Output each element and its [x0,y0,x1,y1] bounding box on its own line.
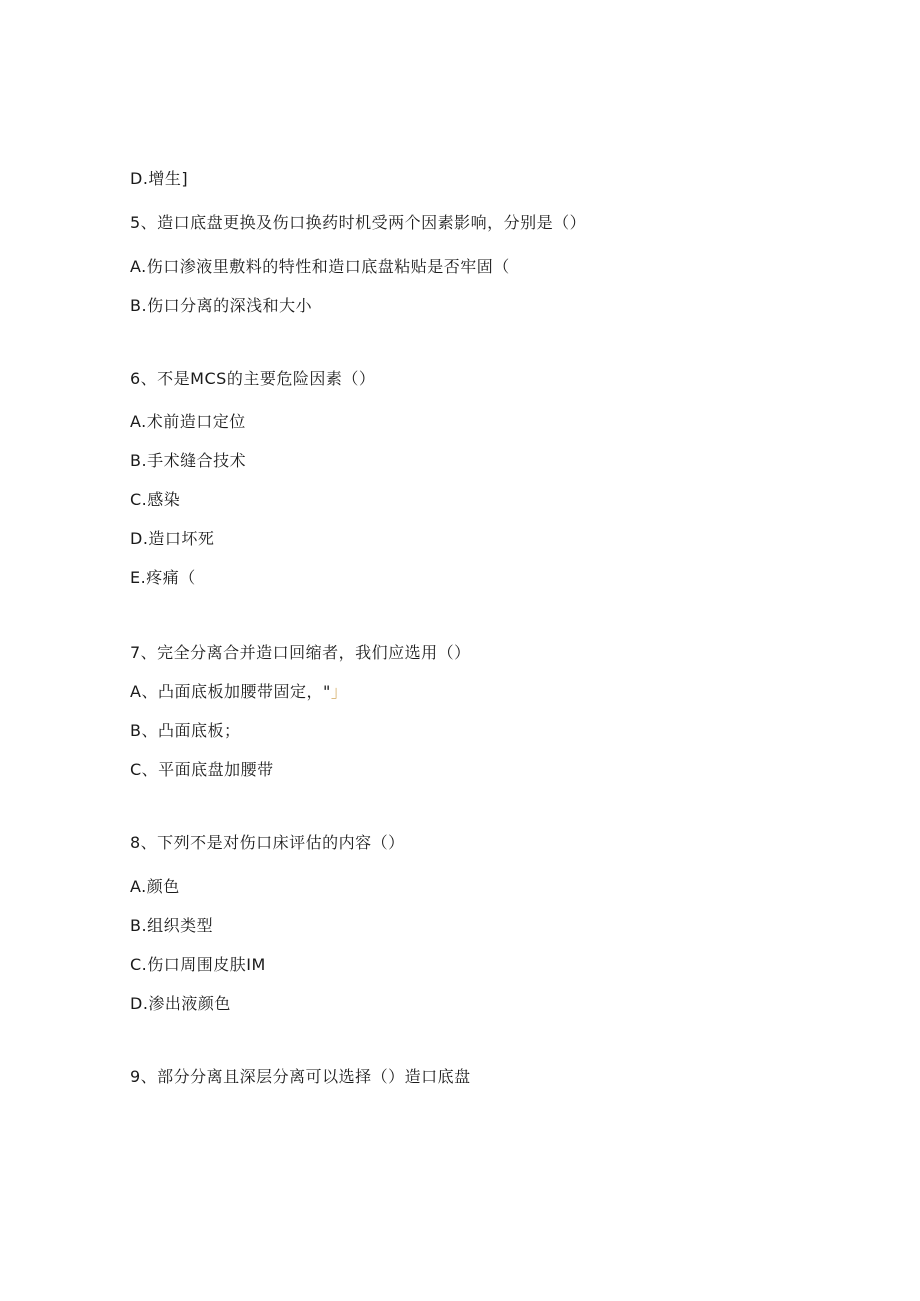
q6-option-a: A.术前造口定位 [130,412,246,431]
q6-option-c: C.感染 [130,490,181,509]
q6-option-e: E.疼痛（ [130,568,196,587]
q7-option-a-text: A、凸面底板加腰带固定，" [130,682,331,701]
q7-option-c: C、平面底盘加腰带 [130,760,274,779]
q8-stem: 8、下列不是对伤口床评估的内容（） [130,833,405,852]
q7-option-a [130,682,347,702]
q6-option-b: B.手术缝合技术 [130,451,247,470]
q7-stem: 7、完全分离合并造口回缩者，我们应选用（） [130,643,471,662]
q7-option-b: B、凸面底板； [130,721,241,740]
q4-option-d: D.增生] [130,169,189,188]
q8-option-b: B.组织类型 [130,916,214,935]
q7-option-a-mark: 」 [330,682,348,701]
q8-option-d: D.渗出液颜色 [130,994,231,1013]
q5-option-a: A.伤口渗液里敷料的特性和造口底盘粘贴是否牢固（ [130,257,510,276]
q6-stem: 6、不是MCS的主要危险因素（） [130,369,376,388]
q5-option-b: B.伤口分离的深浅和大小 [130,296,313,315]
q8-option-a: A.颜色 [130,877,180,896]
q8-option-c: C.伤口周围皮肤IM [130,955,266,974]
q9-stem: 9、部分分离且深层分离可以选择（）造口底盘 [130,1067,471,1086]
q6-option-d: D.造口坏死 [130,529,215,548]
q5-stem: 5、造口底盘更换及伤口换药时机受两个因素影响，分别是（） [130,213,587,232]
